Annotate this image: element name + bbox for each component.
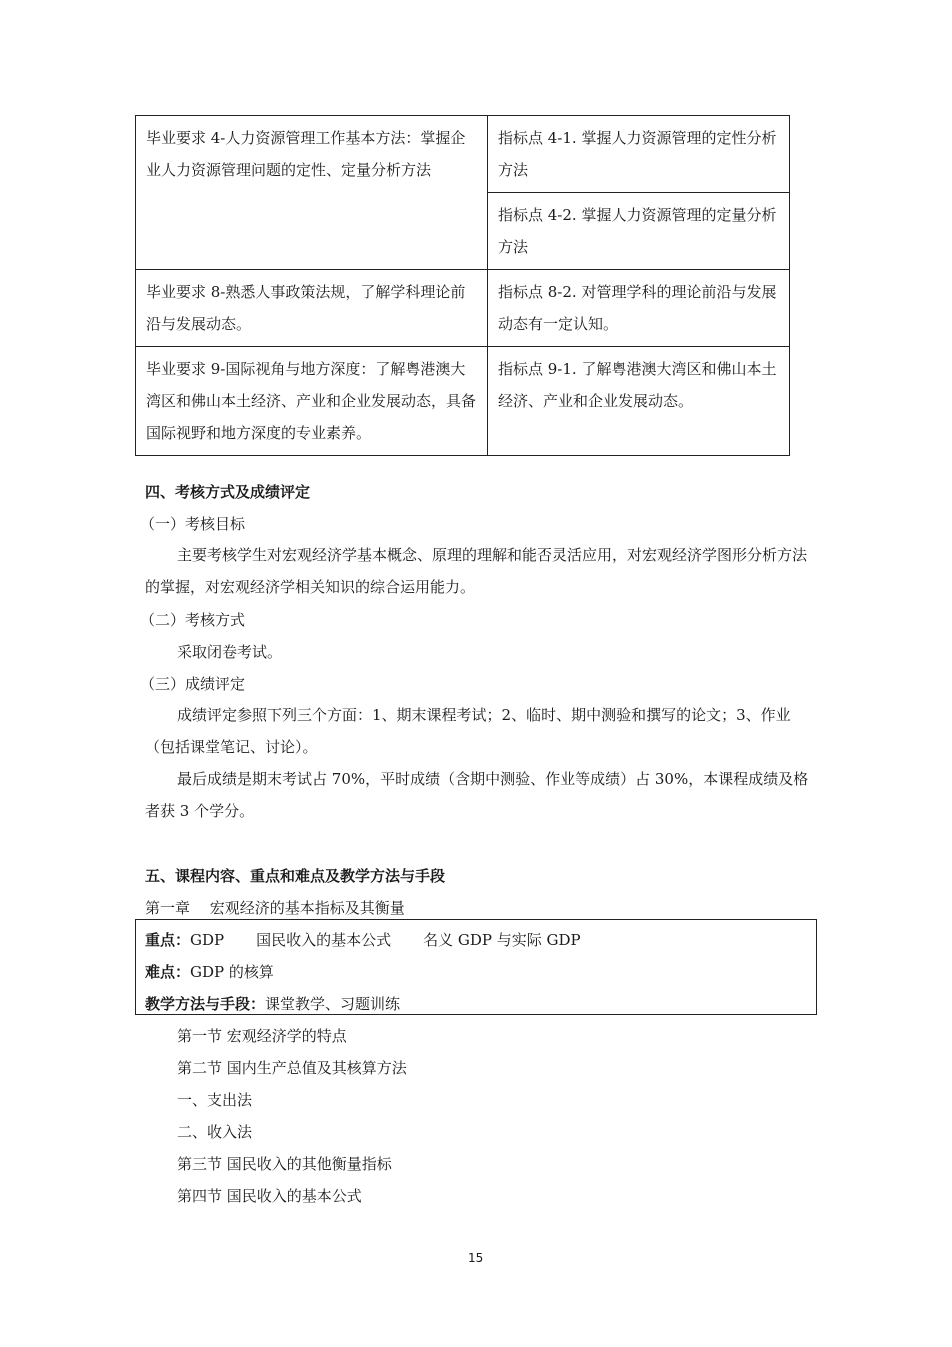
indicator-cell: 指标点 9-1. 了解粤港澳大湾区和佛山本土经济、产业和企业发展动态。 [488,347,790,456]
table-row [136,347,790,456]
paragraph: 成绩评定参照下列三个方面：1、期末课程考试；2、临时、期中测验和撰写的论文；3、作业（包括课堂笔记、讨论）。 [145,706,791,756]
method-label: 教学方法与手段： [145,995,266,1013]
indicator-item: 指标点 4-1. 掌握人力资源管理的定性分析方法 [498,129,777,179]
indicator-cell: 指标点 8-2. 对管理学科的理论前沿与发展动态有一定认知。 [488,270,790,347]
outline-item: 第二节 国内生产总值及其核算方法 [177,1059,407,1077]
outline-item: 第四节 国民收入的基本公式 [177,1187,362,1205]
method-text: 课堂教学、习题训练 [265,995,401,1013]
difficulty-line [145,961,274,983]
key-point: GDP [190,931,225,949]
paragraph: 主要考核学生对宏观经济学基本概念、原理的理解和能否灵活应用，对宏观经济学图形分析方法的掌握，对宏观经济学相关知识的综合运用能力。 [145,546,808,596]
method-line [145,993,400,1015]
requirements-table [135,115,790,456]
difficulty-label: 难点： [145,963,191,981]
section-heading: 五、课程内容、重点和难点及教学方法与手段 [145,867,446,885]
outline-item: 第三节 国民收入的其他衡量指标 [177,1155,392,1173]
paragraph: 采取闭卷考试。 [177,643,283,661]
section-heading: 四、考核方式及成绩评定 [145,483,311,501]
requirement-cell: 毕业要求 9-国际视角与地方深度：了解粤港澳大湾区和佛山本土经济、产业和企业发展动态，具备国际视野和地方深度的专业素养。 [136,347,488,456]
key-point: 名义 GDP 与实际 GDP [423,931,581,949]
requirement-cell: 毕业要求 4-人力资源管理工作基本方法：掌握企业人力资源管理问题的定性、定量分析方法 [136,116,488,270]
table-row [136,270,790,347]
outline-item: 第一节 宏观经济学的特点 [177,1027,347,1045]
difficulty-text: GDP 的核算 [190,963,274,981]
subsection-title: （二）考核方式 [140,611,246,629]
chapter-title: 第一章 宏观经济的基本指标及其衡量 [145,899,405,917]
indicator-item: 指标点 4-2. 掌握人力资源管理的定量分析方法 [488,192,789,269]
page-number: 15 [468,1251,484,1265]
subsection-title: （三）成绩评定 [140,675,246,693]
paragraph: 最后成绩是期末考试占 70%，平时成绩（含期中测验、作业等成绩）占 30%，本课程成绩及格者获 3 个学分。 [145,770,809,820]
subsection-title: （一）考核目标 [140,515,246,533]
key-points-line [145,929,581,951]
indicator-cell [488,116,790,270]
key-points-label: 重点： [145,931,191,949]
key-points-box [135,919,817,1015]
table-row [136,116,790,270]
requirement-cell: 毕业要求 8-熟悉人事政策法规，了解学科理论前沿与发展动态。 [136,270,488,347]
outline-item: 二、收入法 [177,1123,253,1141]
outline-item: 一、支出法 [177,1091,253,1109]
key-point: 国民收入的基本公式 [256,931,392,949]
